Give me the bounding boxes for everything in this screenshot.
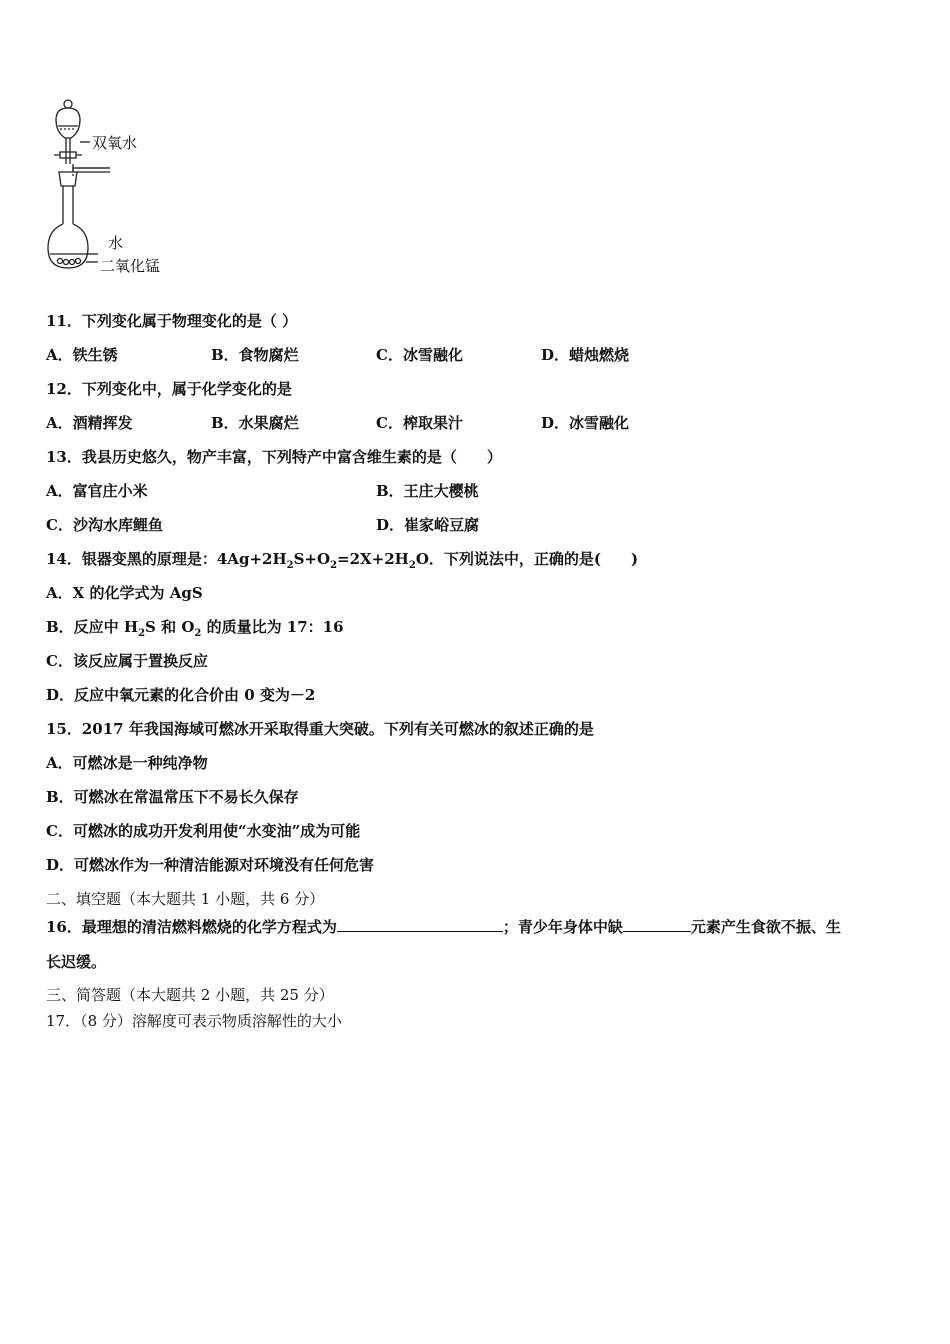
q14-b-prefix: B．反应中 H <box>46 618 139 636</box>
apparatus-drawing <box>40 96 190 281</box>
q14-b-suffix: 的质量比为 17：16 <box>201 618 344 636</box>
q11-option-b: B．食物腐烂 <box>211 346 299 364</box>
q14-sub-3: 2 <box>408 560 416 571</box>
q16-line2: 长迟缓。 <box>46 953 107 971</box>
q16-blank-equation[interactable] <box>337 915 503 932</box>
label-hydrogen-peroxide: 双氧水 <box>92 134 138 152</box>
q11-stem: 11．下列变化属于物理变化的是（ ） <box>46 312 298 330</box>
q15-option-b: B．可燃冰在常温常压下不易长久保存 <box>46 788 299 806</box>
q11-option-d: D．蜡烛燃烧 <box>541 346 630 364</box>
q11-option-a: A．铁生锈 <box>46 346 118 364</box>
q14-stem-mid1: S+O <box>293 550 331 568</box>
q14-option-b <box>46 617 344 644</box>
apparatus-figure <box>40 96 190 281</box>
q13-option-d: D．崔家峪豆腐 <box>376 516 480 534</box>
q12-option-a: A．酒精挥发 <box>46 414 133 432</box>
q13-stem: 13．我县历史悠久，物产丰富，下列特产中富含维生素的是（ ） <box>46 448 502 466</box>
q13-option-c: C．沙沟水库鲤鱼 <box>46 516 163 534</box>
q15-option-d: D．可燃冰作为一种清洁能源对环境没有任何危害 <box>46 856 375 874</box>
q14-sub-2: 2 <box>330 560 338 571</box>
q11-option-c: C．冰雪融化 <box>376 346 463 364</box>
q14-b-sub-2: 2 <box>194 628 202 639</box>
q14-sub-1: 2 <box>286 560 294 571</box>
q14-stem-prefix: 14．银器变黑的原理是：4Ag+2H <box>46 550 287 568</box>
label-water: 水 <box>108 234 124 252</box>
q14-b-sub-1: 2 <box>138 628 146 639</box>
q13-option-b: B．王庄大樱桃 <box>376 482 479 500</box>
q14-option-a: A．X 的化学式为 AgS <box>46 584 203 602</box>
q14-option-c: C．该反应属于置换反应 <box>46 652 208 670</box>
q15-option-a: A．可燃冰是一种纯净物 <box>46 754 208 772</box>
section-3-heading: 三、简答题（本大题共 2 小题，共 25 分） <box>46 986 334 1004</box>
label-manganese-dioxide: 二氧化锰 <box>100 257 161 275</box>
q15-option-c: C．可燃冰的成功开发利用使“水变油”成为可能 <box>46 822 361 840</box>
q12-option-d: D．冰雪融化 <box>541 414 630 432</box>
q16-blank-element[interactable] <box>623 915 691 932</box>
q16-part3: 元素产生食欲不振、生 <box>690 918 841 936</box>
q12-option-c: C．榨取果汁 <box>376 414 463 432</box>
q15-stem: 15．2017 年我国海域可燃冰开采取得重大突破。下列有关可燃冰的叙述正确的是 <box>46 720 594 738</box>
q17-stem: 17．（8 分）溶解度可表示物质溶解性的大小 <box>46 1012 342 1030</box>
q13-option-a: A．富官庄小米 <box>46 482 148 500</box>
q16-part1: 16．最理想的清洁燃料燃烧的化学方程式为 <box>46 918 337 936</box>
section-2-heading: 二、填空题（本大题共 1 小题，共 6 分） <box>46 890 325 908</box>
q14-b-mid: S 和 O <box>145 618 195 636</box>
q12-stem: 12．下列变化中，属于化学变化的是 <box>46 380 292 398</box>
q14-stem-mid2: =2X+2H <box>337 550 409 568</box>
q14-option-d: D．反应中氧元素的化合价由 0 变为－2 <box>46 686 316 704</box>
q14-stem <box>46 549 638 576</box>
q14-stem-suffix: O．下列说法中，正确的是( ) <box>415 550 639 568</box>
q16-part2: ；青少年身体中缺 <box>502 918 623 936</box>
q12-option-b: B．水果腐烂 <box>211 414 299 432</box>
q16-line1 <box>46 915 841 937</box>
